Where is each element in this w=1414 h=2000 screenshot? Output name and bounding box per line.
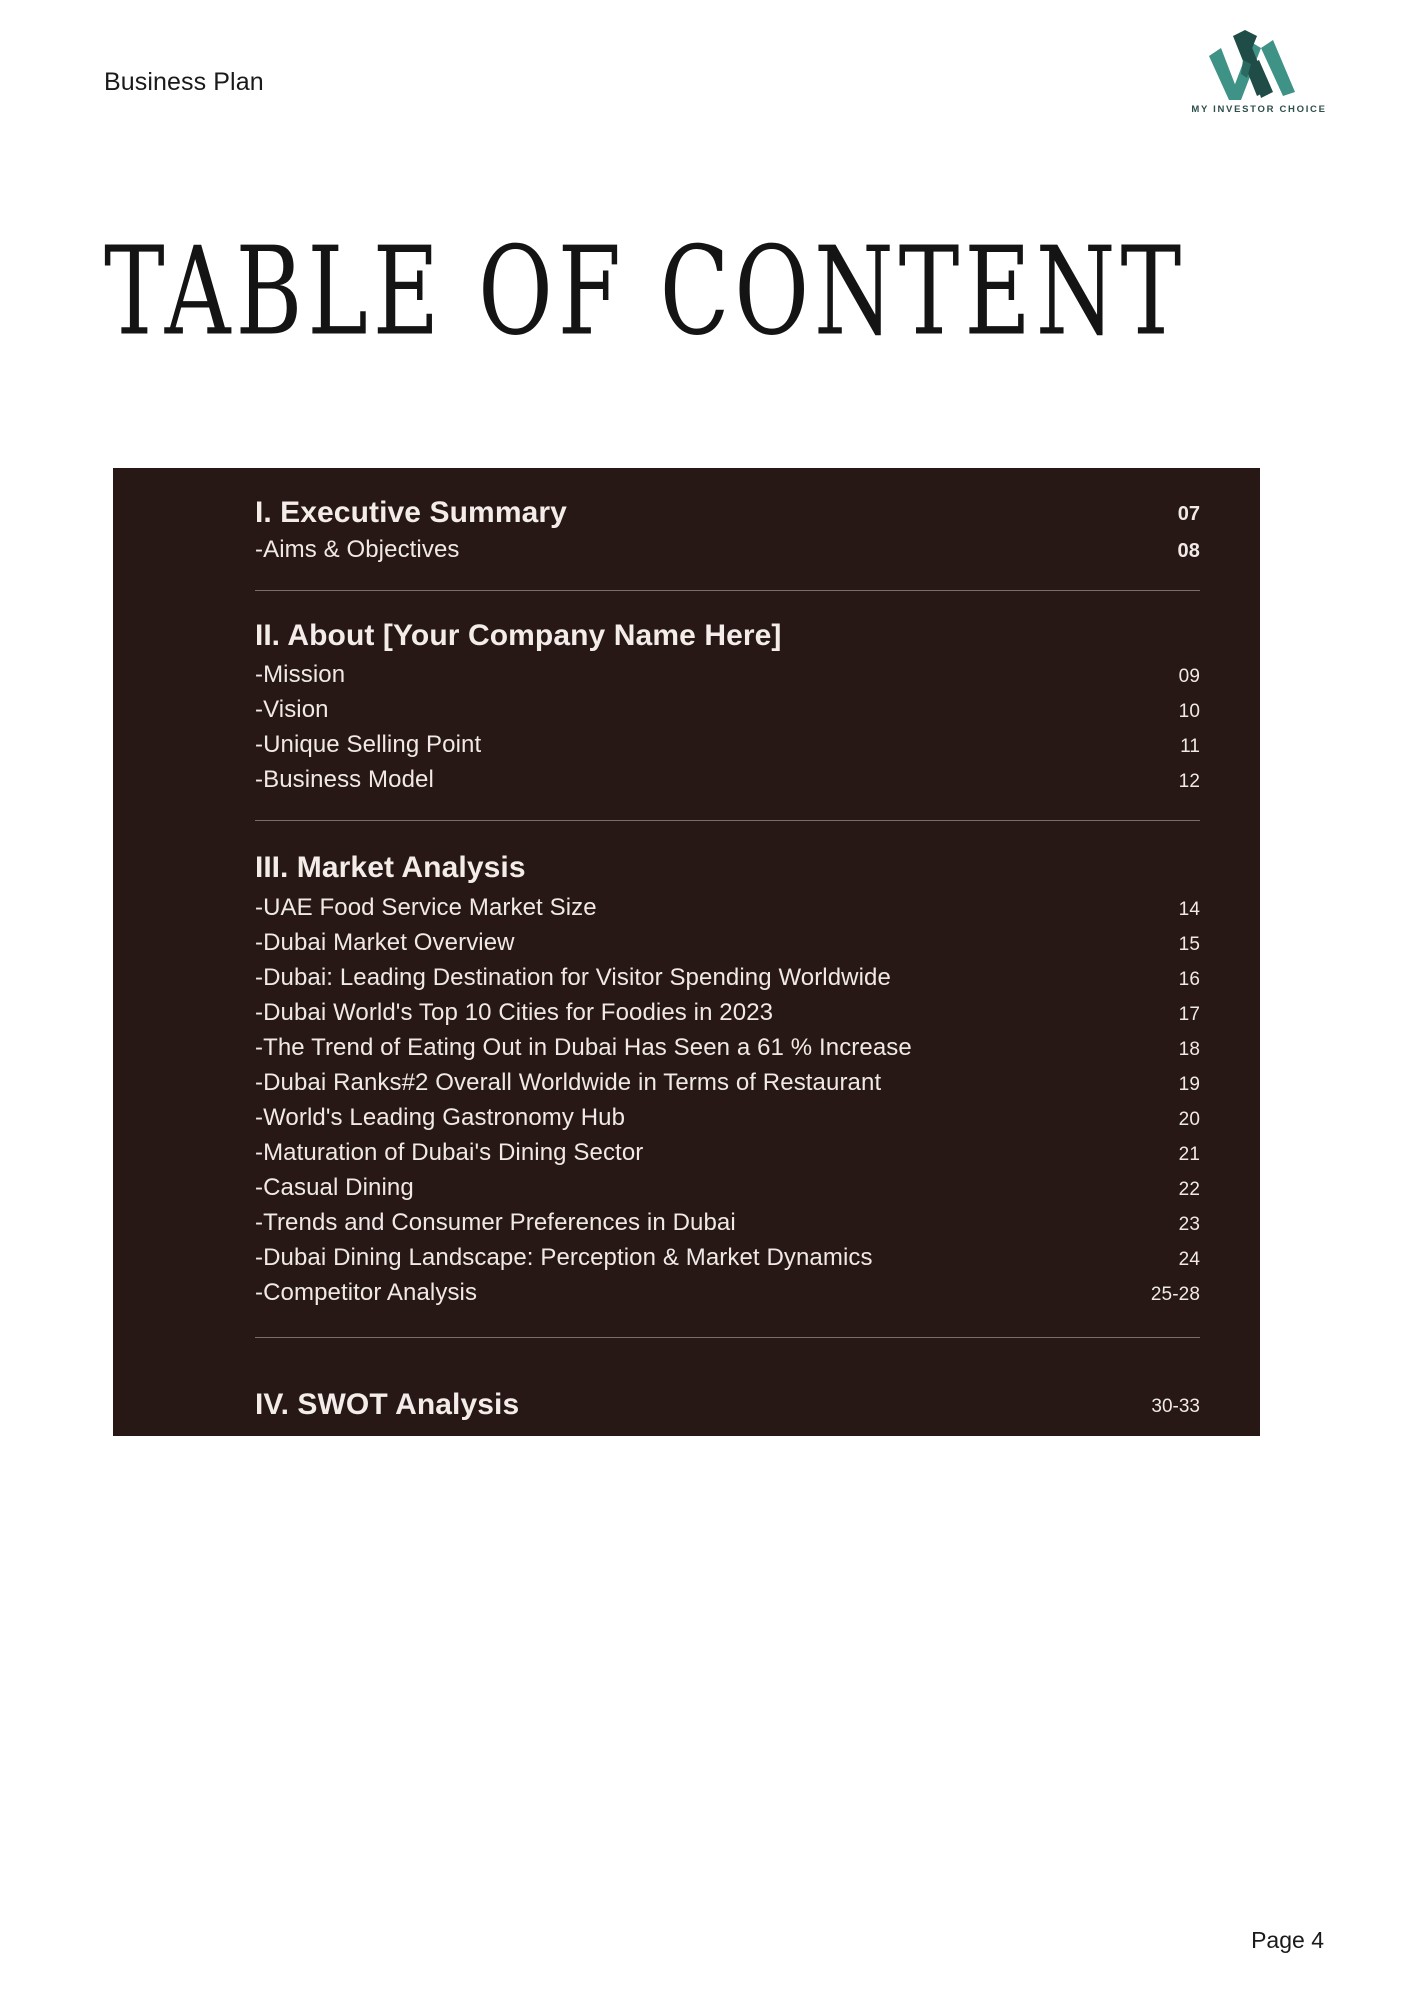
toc-group-market-analysis (113, 821, 1260, 1337)
toc-item-label: -Dubai Market Overview (255, 929, 515, 956)
section-title: Executive Summary (280, 496, 567, 529)
toc-item-label: -Dubai World's Top 10 Cities for Foodies in 2023 (255, 999, 774, 1026)
section-numeral: III. (255, 851, 289, 884)
toc-item-row[interactable] (255, 1034, 1200, 1062)
toc-page-number: 08 (1177, 540, 1200, 562)
mic-monogram-icon (1199, 26, 1319, 101)
toc-item-label: -Mission (255, 661, 346, 688)
toc-group-about-company (113, 591, 1260, 820)
toc-section-heading (255, 1388, 519, 1422)
toc-page-number: 14 (1178, 899, 1200, 920)
brand-logo (1179, 26, 1339, 115)
footer-page-number: Page 4 (1251, 1927, 1324, 1953)
toc-page-number: 15 (1178, 934, 1200, 955)
toc-item-label: -The Trend of Eating Out in Dubai Has Seen a 61 % Increase (255, 1034, 912, 1061)
toc-item-label: -Trends and Consumer Preferences in Dubai (255, 1209, 736, 1236)
toc-item-row[interactable] (255, 661, 1200, 689)
toc-page-number: 17 (1178, 1004, 1200, 1025)
section-numeral: I. (255, 496, 272, 529)
toc-item-label: -Unique Selling Point (255, 731, 482, 758)
toc-item-label: -Aims & Objectives (255, 536, 460, 563)
toc-item-label: -Dubai Dining Landscape: Perception & Market Dynamics (255, 1244, 873, 1271)
section-title: SWOT Analysis (297, 1388, 520, 1421)
toc-page-number: 22 (1178, 1179, 1200, 1200)
section-numeral: IV. (255, 1388, 289, 1421)
document-type-label: Business Plan (104, 68, 264, 96)
toc-page-number: 21 (1178, 1144, 1200, 1165)
toc-page-number: 25-28 (1150, 1284, 1200, 1305)
toc-item-row[interactable] (255, 1139, 1200, 1167)
page-header (0, 0, 1414, 150)
toc-item-label: -Business Model (255, 766, 434, 793)
toc-item-label: -World's Leading Gastronomy Hub (255, 1104, 626, 1131)
toc-heading-row[interactable] (255, 851, 1200, 885)
toc-item-row[interactable] (255, 766, 1200, 794)
toc-item-label: -Vision (255, 696, 329, 723)
brand-name-label: MY INVESTOR CHOICE (1191, 104, 1327, 115)
toc-section-heading (255, 496, 567, 530)
toc-item-row[interactable] (255, 1104, 1200, 1132)
section-title: Market Analysis (296, 851, 526, 884)
section-numeral: II. (255, 619, 281, 652)
toc-page-number: 09 (1178, 666, 1200, 687)
toc-item-label: -Dubai Ranks#2 Overall Worldwide in Terms of Restaurant (255, 1069, 882, 1096)
toc-page-number: 19 (1178, 1074, 1200, 1095)
toc-page-number: 30-33 (1151, 1396, 1200, 1417)
toc-page-number: 07 (1177, 503, 1200, 525)
toc-item-row[interactable] (255, 731, 1200, 759)
toc-page-number: 23 (1178, 1214, 1200, 1235)
page-title: TABLE OF CONTENT (104, 221, 1187, 363)
toc-item-row[interactable] (255, 536, 1200, 564)
toc-item-label: -Maturation of Dubai's Dining Sector (255, 1139, 644, 1166)
toc-panel (113, 468, 1260, 1436)
toc-item-label: -Competitor Analysis (255, 1279, 478, 1306)
toc-page-number: 11 (1180, 736, 1200, 757)
toc-heading-row[interactable] (255, 619, 1200, 653)
toc-item-row[interactable] (255, 929, 1200, 957)
toc-page-number: 24 (1178, 1249, 1200, 1270)
toc-page-number: 20 (1178, 1109, 1200, 1130)
toc-item-label: -Casual Dining (255, 1174, 414, 1201)
toc-group-swot-analysis (113, 1338, 1260, 1422)
toc-item-row[interactable] (255, 1244, 1200, 1272)
toc-heading-row[interactable] (255, 1388, 1200, 1422)
toc-item-label: -Dubai: Leading Destination for Visitor Spending Worldwide (255, 964, 891, 991)
page-footer (0, 1927, 1414, 1954)
toc-item-row[interactable] (255, 696, 1200, 724)
toc-item-row[interactable] (255, 999, 1200, 1027)
toc-item-label: -UAE Food Service Market Size (255, 894, 597, 921)
company-name-placeholder: [Your Company Name Here] (382, 619, 782, 652)
toc-page-number: 12 (1178, 771, 1200, 792)
toc-item-row[interactable] (255, 1209, 1200, 1237)
toc-page-number: 16 (1178, 969, 1200, 990)
toc-group-executive-summary (113, 468, 1260, 590)
toc-section-heading (255, 851, 526, 885)
toc-item-row[interactable] (255, 1069, 1200, 1097)
toc-page-number: 10 (1178, 701, 1200, 722)
toc-page-number: 18 (1178, 1039, 1200, 1060)
toc-item-row[interactable] (255, 894, 1200, 922)
toc-heading-row[interactable] (255, 496, 1200, 530)
section-title: About (287, 619, 375, 652)
toc-section-heading (255, 619, 782, 653)
toc-item-row[interactable] (255, 964, 1200, 992)
toc-item-row[interactable] (255, 1174, 1200, 1202)
toc-item-row[interactable] (255, 1279, 1200, 1307)
